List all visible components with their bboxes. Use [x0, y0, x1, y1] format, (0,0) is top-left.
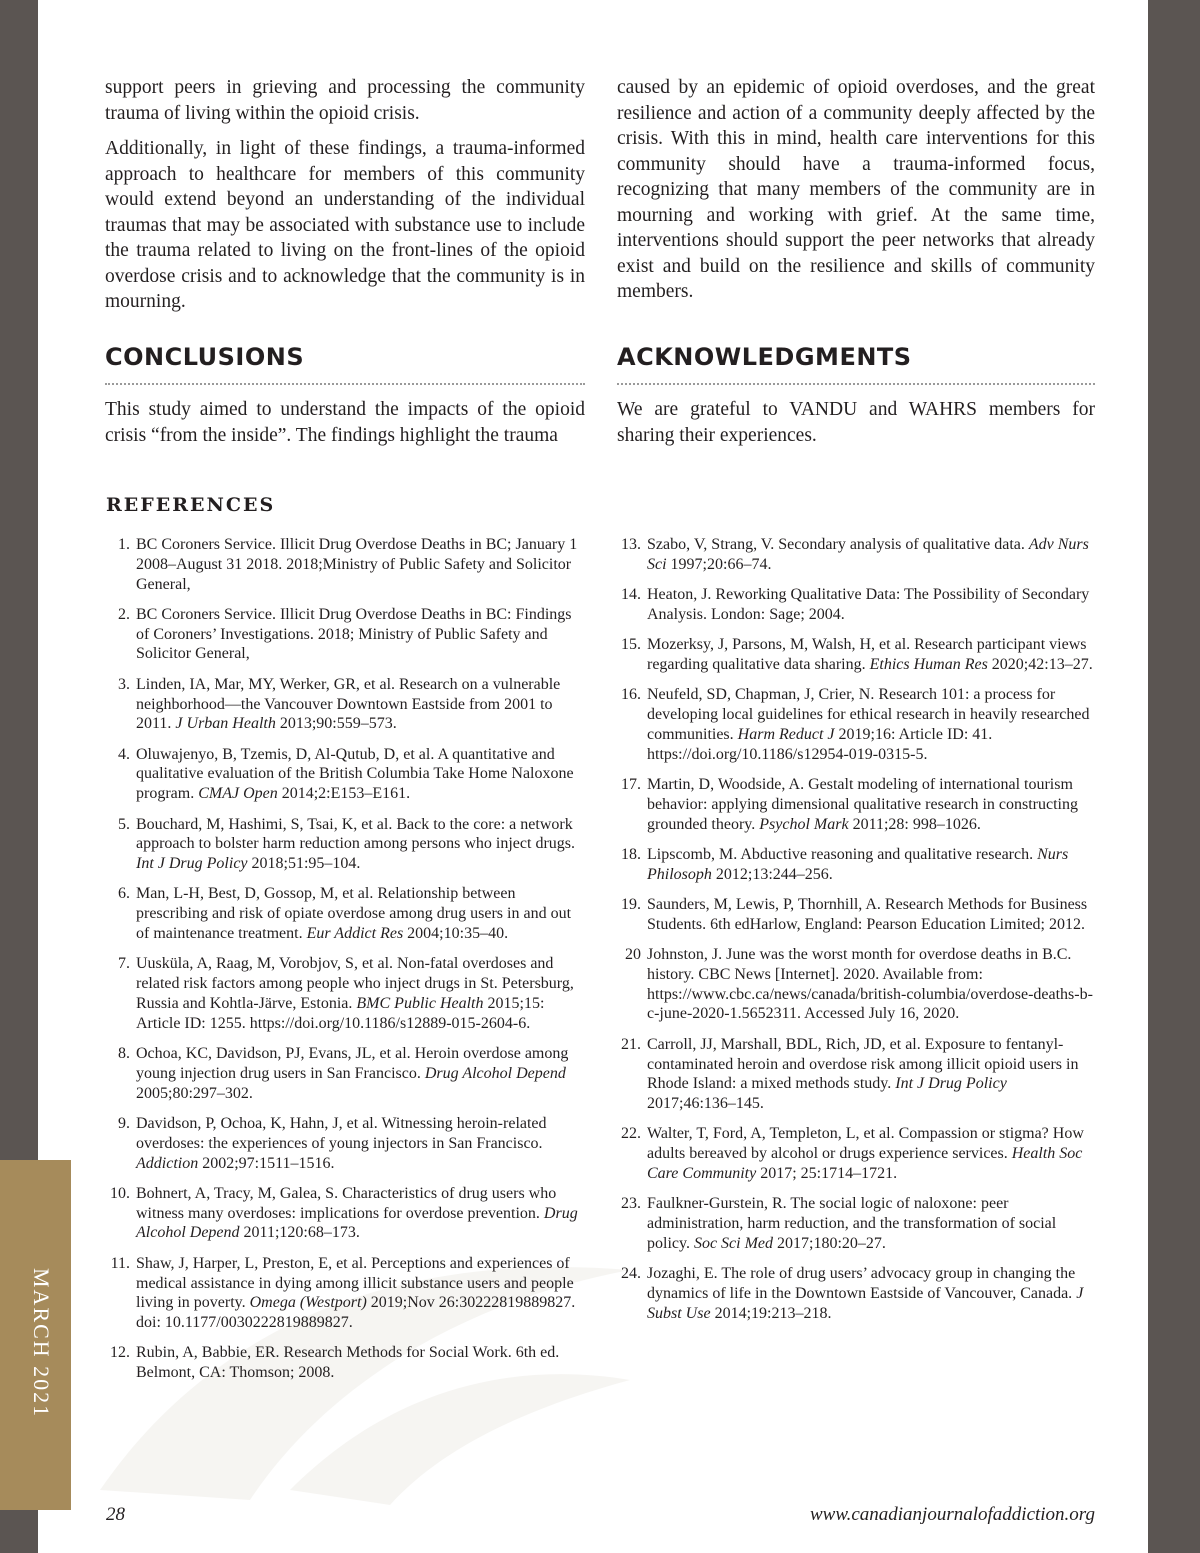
reference-text: Oluwajenyo, B, Tzemis, D, Al-Qutub, D, et al. A quantitative and qualitative evaluation of the British Columbia Take Home Naloxone program.	[136, 745, 574, 803]
reference-journal: Psychol Mark	[759, 815, 849, 833]
reference-text: Rubin, A, Babbie, ER. Research Methods for Social Work. 6th ed. Belmont, CA: Thomson; 2008.	[136, 1344, 560, 1382]
right-column	[617, 75, 1095, 315]
reference-text: Davidson, P, Ochoa, K, Hahn, J, et al. Witnessing heroin-related overdoses: the experiences of young injectors in San Francisco.	[136, 1114, 547, 1152]
reference-citation: 1997;20:66–74.	[670, 555, 772, 573]
reference-number: 5.	[118, 815, 130, 833]
reference-item	[106, 1254, 586, 1333]
reference-number: 6.	[118, 885, 130, 903]
reference-number: 16.	[621, 686, 641, 704]
body-paragraph: support peers in grieving and processing the community trauma of living within the opioid crisis.	[105, 77, 585, 124]
reference-number: 12.	[110, 1344, 130, 1362]
reference-number: 11.	[110, 1254, 130, 1272]
reference-text: Uusküla, A, Raag, M, Vorobjov, S, et al. Non-fatal overdoses and related risk factors among people who inject drugs in St. Petersburg, Russia and Kohtla-Järve, Estonia.	[136, 955, 574, 1012]
reference-journal: Addiction	[136, 1154, 199, 1172]
reference-item	[106, 884, 586, 943]
reference-text: Jozaghi, E. The role of drug users’ advocacy group in changing the dynamics of life in the Downtown Eastside of Vancouver, Canada.	[647, 1265, 1076, 1302]
reference-text: Lipscomb, M. Abductive reasoning and qualitative research.	[647, 845, 1034, 863]
reference-item	[617, 945, 1095, 1024]
reference-text: Walter, T, Ford, A, Templeton, L, et al. Compassion or stigma? How adults bereaved by alcohol or drugs experience services.	[647, 1125, 1084, 1163]
references-heading: REFERENCES	[106, 494, 276, 516]
reference-citation: 2014;2:E153–E161.	[281, 785, 411, 803]
reference-item	[106, 1184, 586, 1243]
reference-citation: 2012;13:244–256.	[715, 865, 833, 883]
reference-citation: 2002;97:1511–1516.	[202, 1154, 335, 1172]
reference-number: 20	[625, 946, 641, 964]
reference-number: 14.	[621, 586, 641, 604]
reference-text: Neufeld, SD, Chapman, J, Crier, N. Research 101: a process for developing local guidelines for ethical research in heavily researched communities.	[647, 686, 1090, 743]
reference-item	[106, 815, 586, 874]
reference-journal: Eur Addict Res	[306, 925, 404, 943]
reference-number: 15.	[621, 636, 641, 654]
page-number: 28	[106, 1504, 125, 1525]
reference-text: Johnston, J. June was the worst month for overdose deaths in B.C. history. CBC News [Internet]. 2020. Available from: https://www.cbc.ca/news/canada/british-columbia/overdose-deaths-b-c-june-2020-1.5652311. Accessed July 16, 2020.	[647, 946, 1093, 1023]
reference-journal: J Subst Use	[647, 1285, 1084, 1322]
reference-item	[106, 605, 586, 664]
footer-url[interactable]: www.canadianjournalofaddiction.org	[809, 1504, 1095, 1525]
reference-number: 21.	[621, 1035, 641, 1053]
reference-item	[106, 745, 586, 804]
reference-number: 7.	[118, 955, 130, 973]
reference-citation: 2011;120:68–173.	[243, 1224, 360, 1242]
references-right	[617, 535, 1095, 1334]
reference-number: 13.	[621, 536, 641, 553]
reference-text: Saunders, M, Lewis, P, Thornhill, A. Research Methods for Business Students. 6th edHarlow, England: Pearson Education Limited; 2012.	[647, 895, 1088, 933]
reference-item	[106, 954, 586, 1033]
month-label: MARCH 2021	[29, 1268, 54, 1419]
right-edge-gap	[1142, 0, 1148, 1553]
acknowledgments-section	[617, 343, 1095, 458]
reference-journal: Adv Nurs Sci	[647, 536, 1089, 573]
reference-text: Faulkner-Gurstein, R. The social logic of naloxone: peer administration, harm reduction, and the transformation of social policy.	[647, 1195, 1057, 1252]
reference-item	[106, 1114, 586, 1173]
reference-citation: 2017;46:136–145.	[647, 1095, 764, 1113]
conclusions-section	[105, 343, 585, 458]
conclusions-heading: CONCLUSIONS	[105, 343, 585, 385]
reference-number: 23.	[621, 1195, 641, 1213]
reference-text: BC Coroners Service. Illicit Drug Overdose Deaths in BC: Findings of Coroners’ Investigations. 2018; Ministry of Public Safety and Solicitor General,	[136, 605, 572, 663]
acknowledgments-text: We are grateful to VANDU and WAHRS members for sharing their experiences.	[617, 399, 1095, 446]
reference-number: 17.	[621, 775, 641, 793]
reference-text: Martin, D, Woodside, A. Gestalt modeling of international tourism behavior: applying dimensional qualitative research in constructing grounded theory.	[647, 775, 1078, 833]
reference-journal: Int J Drug Policy	[136, 855, 248, 873]
reference-item	[617, 845, 1095, 885]
right-edge-bar	[1148, 0, 1200, 1553]
reference-citation: 2015;15: Article ID: 1255. https://doi.org/10.1186/s12889-015-2604-6.	[136, 994, 545, 1032]
reference-text: Szabo, V, Strang, V. Secondary analysis of qualitative data.	[647, 536, 1025, 553]
reference-text: Carroll, JJ, Marshall, BDL, Rich, JD, et al. Exposure to fentanyl-contaminated heroin and overdose risk among illicit opioid users in Rhode Island: a mixed methods study.	[647, 1035, 1079, 1093]
reference-journal: Drug Alcohol Depend	[136, 1204, 578, 1242]
reference-item	[617, 685, 1095, 764]
references-left	[106, 535, 586, 1393]
conclusions-text: This study aimed to understand the impacts of the opioid crisis “from the inside”. The findings highlight the trauma	[105, 399, 585, 446]
reference-text: Shaw, J, Harper, L, Preston, E, et al. Perceptions and experiences of medical assistance in dying among illicit substance users and people living in poverty.	[136, 1254, 574, 1312]
reference-number: 8.	[118, 1045, 130, 1063]
acknowledgments-heading: ACKNOWLEDGMENTS	[617, 343, 1095, 385]
reference-number: 4.	[118, 745, 130, 763]
reference-citation: 2014;19:213–218.	[714, 1304, 832, 1322]
reference-item	[106, 675, 586, 734]
reference-item	[617, 1194, 1095, 1253]
reference-item	[106, 535, 586, 594]
reference-number: 22.	[621, 1125, 641, 1143]
reference-journal: Int J Drug Policy	[895, 1075, 1007, 1093]
reference-journal: J Urban Health	[175, 715, 276, 733]
reference-text: Mozerksy, J, Parsons, M, Walsh, H, et al. Research participant views regarding qualitative data sharing.	[647, 636, 1087, 673]
reference-text: Man, L-H, Best, D, Gossop, M, et al. Relationship between prescribing and risk of opiate overdose among drug users in and out of maintenance treatment.	[136, 885, 572, 943]
reference-citation: 2011;28: 998–1026.	[852, 815, 981, 833]
reference-number: 19.	[621, 895, 641, 913]
reference-journal: Soc Sci Med	[693, 1234, 774, 1252]
reference-text: Bouchard, M, Hashimi, S, Tsai, K, et al. Back to the core: a network approach to bolster harm reduction among persons who inject drugs.	[136, 815, 575, 853]
reference-number: 9.	[118, 1114, 130, 1132]
reference-citation: 2019;16: Article ID: 41. https://doi.org/10.1186/s12954-019-0315-5.	[647, 725, 993, 763]
reference-journal: Nurs Philosoph	[647, 845, 1069, 883]
reference-citation: 2020;42:13–27.	[991, 655, 1093, 673]
reference-item	[617, 1124, 1095, 1183]
reference-citation: 2019;Nov 26:30222819889827. doi: 10.1177/0030222819889827.	[136, 1294, 576, 1332]
reference-text: Ochoa, KC, Davidson, PJ, Evans, JL, et al. Heroin overdose among young injection drug users in San Francisco.	[136, 1045, 569, 1082]
reference-item	[617, 535, 1095, 575]
reference-citation: 2017; 25:1714–1721.	[760, 1165, 898, 1183]
reference-text: Linden, IA, Mar, MY, Werker, GR, et al. Research on a vulnerable neighborhood—the Vancouver Downtown Eastside from 2001 to 2011.	[136, 675, 561, 733]
left-column	[105, 75, 585, 325]
reference-number: 2.	[118, 605, 130, 623]
reference-number: 18.	[621, 845, 641, 863]
reference-journal: Health Soc Care Community	[647, 1145, 1083, 1183]
reference-journal: Ethics Human Res	[869, 655, 988, 673]
body-paragraph: caused by an epidemic of opioid overdoses, and the great resilience and action of a community deeply affected by the crisis. With this in mind, health care interventions for this community should have a trauma-informed focus, recognizing that many members of the community are in mourning and working with grief. At the same time, interventions should support the peer networks that already exist and build on the resilience and skills of community members.	[617, 77, 1095, 302]
reference-journal: Omega (Westport)	[249, 1294, 367, 1312]
reference-list	[106, 535, 586, 1383]
reference-citation: 2004;10:35–40.	[407, 925, 509, 943]
reference-item	[617, 775, 1095, 834]
reference-citation: 2017;180:20–27.	[777, 1234, 886, 1252]
reference-citation: 2018;51:95–104.	[251, 855, 361, 873]
reference-item	[106, 1343, 586, 1383]
reference-list	[617, 535, 1095, 1324]
reference-item	[617, 1035, 1095, 1114]
reference-journal: Harm Reduct J	[737, 725, 835, 743]
reference-item	[106, 1044, 586, 1103]
body-paragraph: Additionally, in light of these findings, a trauma-informed approach to healthcare for members of this community would extend beyond an understanding of the individual traumas that may be associated with substance use to include the trauma related to living on the front-lines of the opioid overdose crisis and to acknowledge that the community is in mourning.	[105, 138, 585, 312]
reference-number: 10.	[110, 1184, 130, 1202]
reference-journal: CMAJ Open	[198, 785, 278, 803]
reference-journal: BMC Public Health	[356, 994, 484, 1012]
reference-number: 3.	[118, 675, 130, 693]
reference-item	[617, 1264, 1095, 1323]
reference-number: 1.	[118, 536, 130, 553]
reference-item	[617, 635, 1095, 675]
reference-item	[617, 895, 1095, 935]
reference-text: BC Coroners Service. Illicit Drug Overdose Deaths in BC; January 1 2008–August 31 2018. 2018;Ministry of Public Safety and Solicitor General,	[136, 536, 578, 593]
reference-number: 24.	[621, 1265, 641, 1283]
reference-citation: 2013;90:559–573.	[279, 715, 397, 733]
reference-citation: 2005;80:297–302.	[136, 1084, 253, 1102]
reference-text: Bohnert, A, Tracy, M, Galea, S. Characteristics of drug users who witness many overdoses: implications for overdose prevention.	[136, 1184, 557, 1222]
reference-text: Heaton, J. Reworking Qualitative Data: The Possibility of Secondary Analysis. London: Sage; 2004.	[647, 586, 1090, 623]
reference-journal: Drug Alcohol Depend	[424, 1064, 566, 1082]
reference-item	[617, 585, 1095, 625]
